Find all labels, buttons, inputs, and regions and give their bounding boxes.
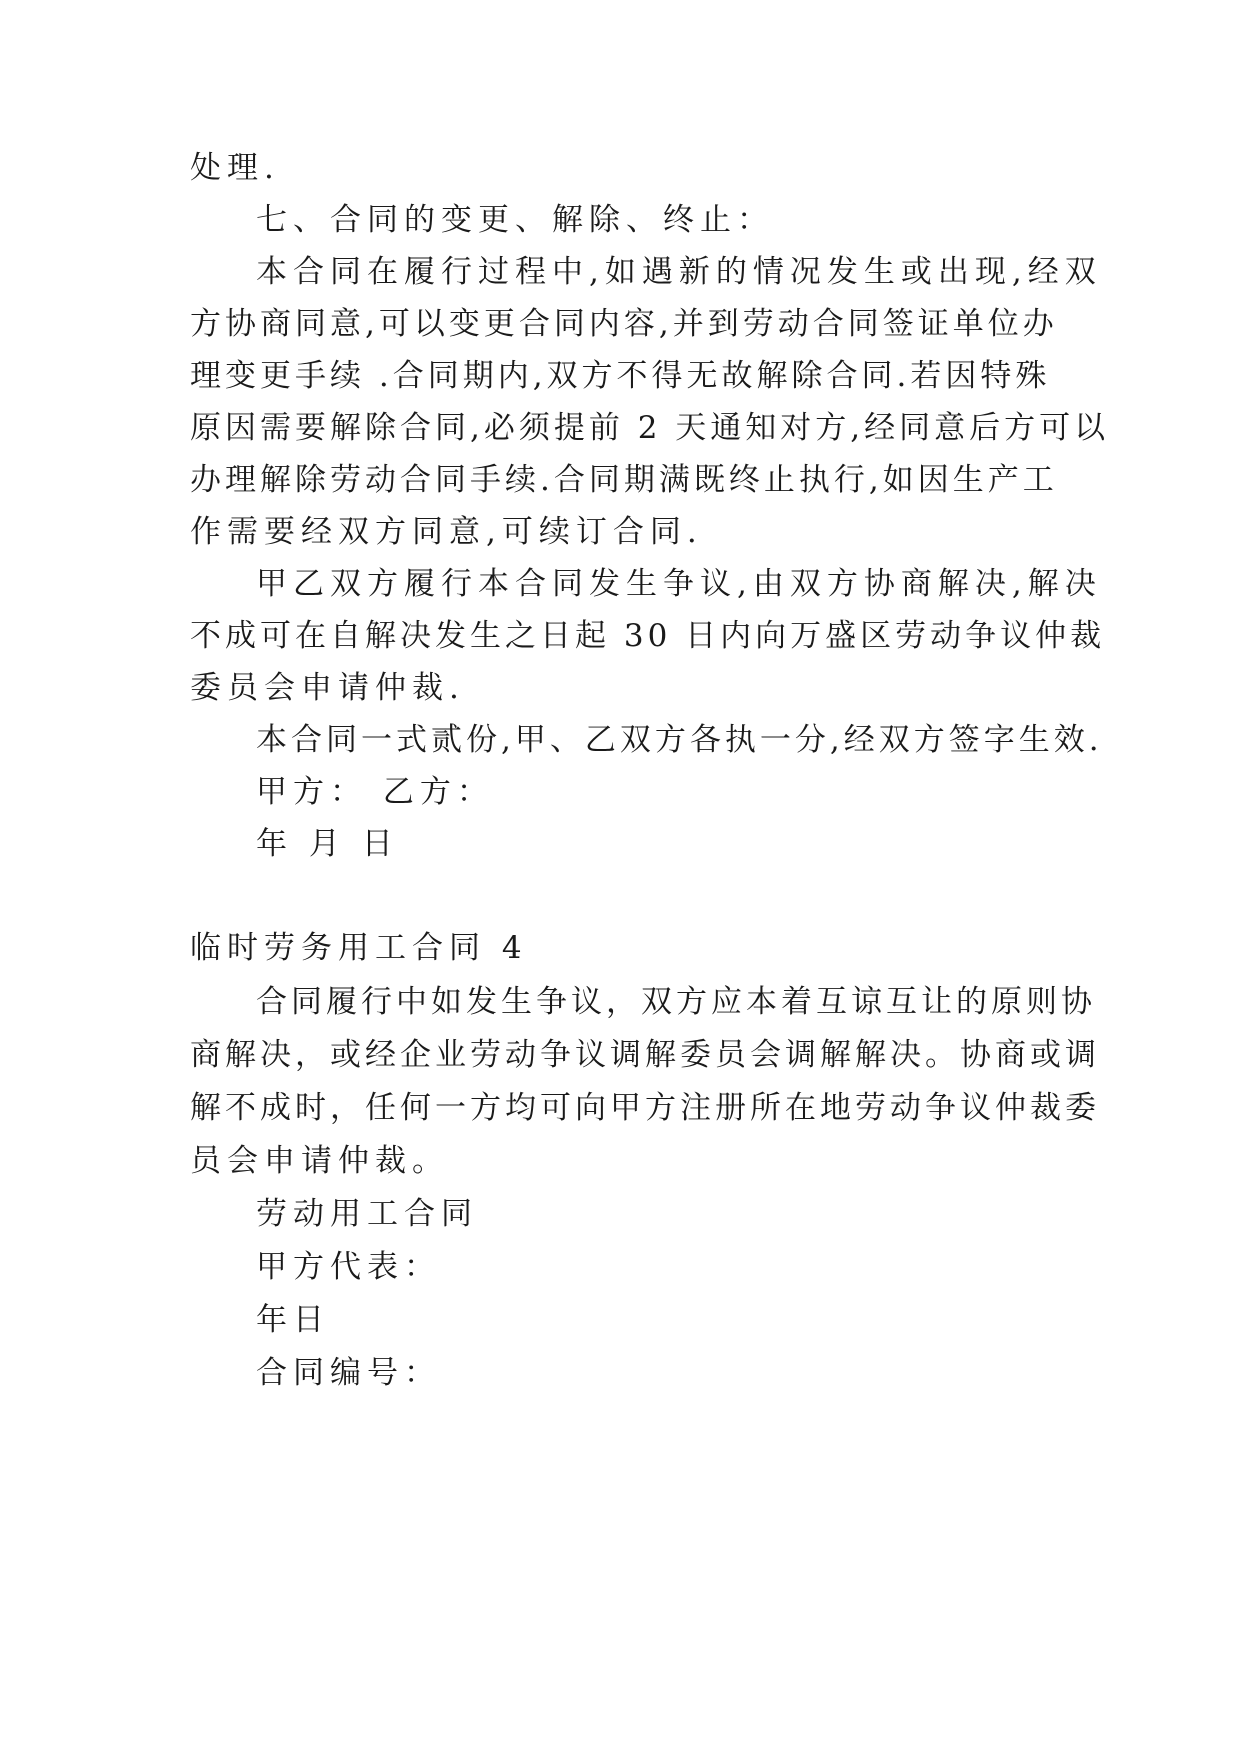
signature-parties: 甲方： 乙方： [256,774,494,810]
date-line: 年 月 日 [256,826,399,862]
contract-heading: 劳动用工合同 [256,1196,478,1232]
text-line: 员会申请仲裁。 [190,1143,449,1179]
text-line: 原因需要解除合同,必须提前 2 天通知对方,经同意后方可以 [190,410,1110,446]
text-line: 本合同在履行过程中,如遇新的情况发生或出现,经双 [256,254,1102,290]
text-line: 甲乙双方履行本合同发生争议,由双方协商解决,解决 [256,566,1102,602]
section-heading: 七、合同的变更、解除、终止： [256,202,774,238]
text-line: 合同履行中如发生争议，双方应本着互谅互让的原则协 [256,984,1096,1020]
text-line: 不成可在自解决发生之日起 30 日内向万盛区劳动争议仲裁 [190,618,1106,654]
text-line: 方协商同意,可以变更合同内容,并到劳动合同签证单位办 [190,306,1058,342]
text-line: 解不成时，任何一方均可向甲方注册所在地劳动争议仲裁委 [190,1090,1100,1126]
party-a-representative: 甲方代表： [256,1249,441,1285]
text-line: 本合同一式贰份,甲、乙双方各执一分,经双方签字生效. [256,722,1103,758]
contract-number: 合同编号： [256,1355,441,1391]
document-title: 临时劳务用工合同 4 [190,930,528,966]
text-line: 理变更手续 .合同期内,双方不得无故解除合同.若因特殊 [190,358,1051,394]
date-line: 年日 [256,1302,330,1338]
text-line: 办理解除劳动合同手续.合同期满既终止执行,如因生产工 [190,462,1058,498]
text-line: 作需要经双方同意,可续订合同. [190,514,703,550]
text-line: 处理. [190,150,280,186]
text-line: 委员会申请仲裁. [190,670,465,706]
text-line: 商解决，或经企业劳动争议调解委员会调解解决。协商或调 [190,1037,1100,1073]
